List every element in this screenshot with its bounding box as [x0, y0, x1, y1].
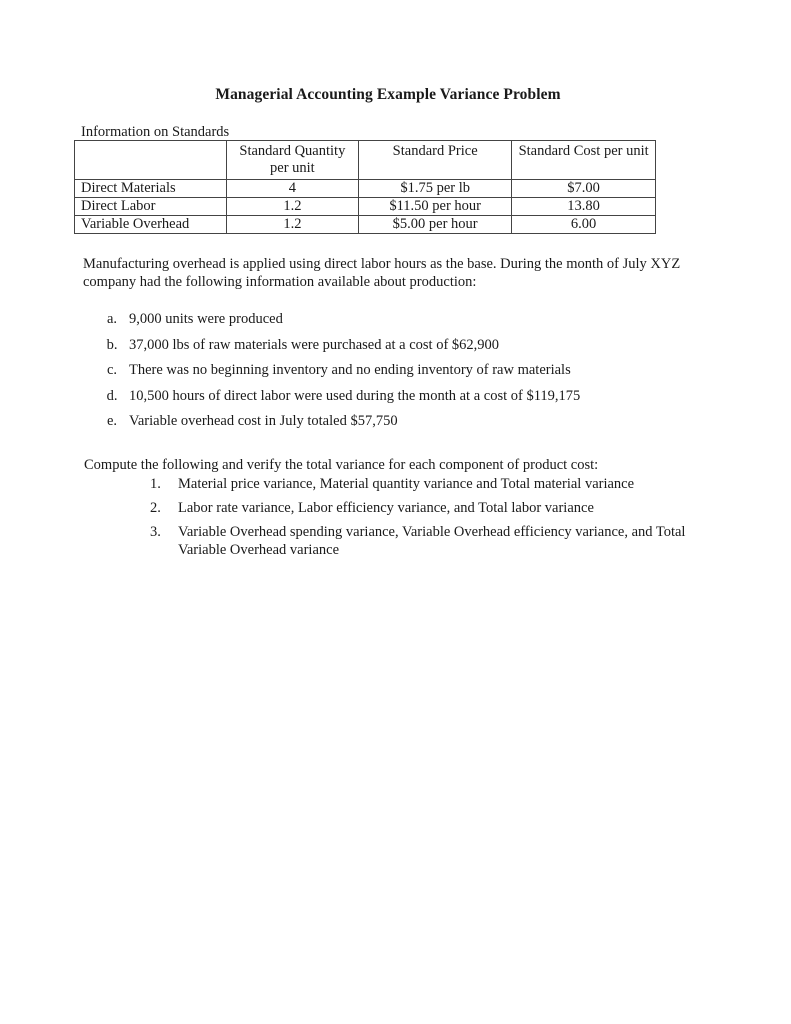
- row-label: Direct Materials: [75, 180, 227, 198]
- list-marker: e.: [106, 413, 118, 429]
- list-item-text: 10,500 hours of direct labor were used during the month at a cost of $119,175: [129, 387, 581, 404]
- list-item: [95, 412, 580, 438]
- tasks-list: [150, 475, 710, 565]
- compute-instructions: Compute the following and verify the total variance for each component of product cost:: [84, 457, 599, 473]
- header-standard-quantity: Standard Quantity per unit: [226, 141, 358, 180]
- list-marker: d.: [106, 387, 118, 404]
- intro-paragraph: Manufacturing overhead is applied using direct labor hours as the base. During the month of July XYZ company had the following information available about production:: [83, 256, 681, 290]
- list-item: [95, 387, 580, 413]
- row-cost: $7.00: [512, 180, 656, 198]
- list-item: [150, 499, 710, 517]
- list-item-text: 37,000 lbs of raw materials were purchased at a cost of $62,900: [129, 336, 500, 353]
- row-label: Direct Labor: [75, 198, 227, 216]
- list-item-text: Labor rate variance, Labor efficiency variance, and Total labor variance: [178, 500, 594, 516]
- list-item: [95, 361, 580, 387]
- row-cost: 6.00: [512, 216, 656, 234]
- list-marker: 2.: [150, 500, 161, 516]
- table-caption: Information on Standards: [81, 124, 230, 140]
- row-quantity: 4: [226, 180, 358, 198]
- row-cost: 13.80: [512, 198, 656, 216]
- list-item-text: Material price variance, Material quantity variance and Total material variance: [178, 476, 635, 492]
- row-price: $5.00 per hour: [359, 216, 512, 234]
- list-marker: a.: [106, 311, 118, 327]
- row-quantity: 1.2: [226, 198, 358, 216]
- list-marker: b.: [106, 336, 118, 353]
- table-row: [75, 180, 656, 198]
- header-standard-cost: Standard Cost per unit: [512, 141, 656, 180]
- row-price: $1.75 per lb: [359, 180, 512, 198]
- list-item-text: Variable overhead cost in July totaled $57,750: [129, 413, 398, 429]
- header-blank: [75, 141, 227, 180]
- list-item-text: 9,000 units were produced: [129, 311, 283, 327]
- row-label: Variable Overhead: [75, 216, 227, 234]
- standards-table: [74, 140, 656, 234]
- header-standard-price: Standard Price: [359, 141, 512, 180]
- list-item: [150, 523, 710, 559]
- list-marker: 1.: [150, 476, 161, 492]
- table-row: [75, 198, 656, 216]
- list-marker: 3.: [150, 524, 161, 540]
- list-marker: c.: [106, 362, 118, 378]
- document-title: Managerial Accounting Example Variance Problem: [215, 86, 561, 103]
- facts-list: [95, 310, 580, 438]
- list-item: [95, 310, 580, 336]
- list-item: [150, 475, 710, 493]
- table-row: [75, 216, 656, 234]
- table-header-row: [75, 141, 656, 180]
- row-quantity: 1.2: [226, 216, 358, 234]
- list-item-text: There was no beginning inventory and no ending inventory of raw materials: [129, 362, 571, 378]
- list-item: [95, 336, 580, 362]
- list-item-text: Variable Overhead spending variance, Variable Overhead efficiency variance, and Total Variable Overhead variance: [178, 524, 686, 558]
- row-price: $11.50 per hour: [359, 198, 512, 216]
